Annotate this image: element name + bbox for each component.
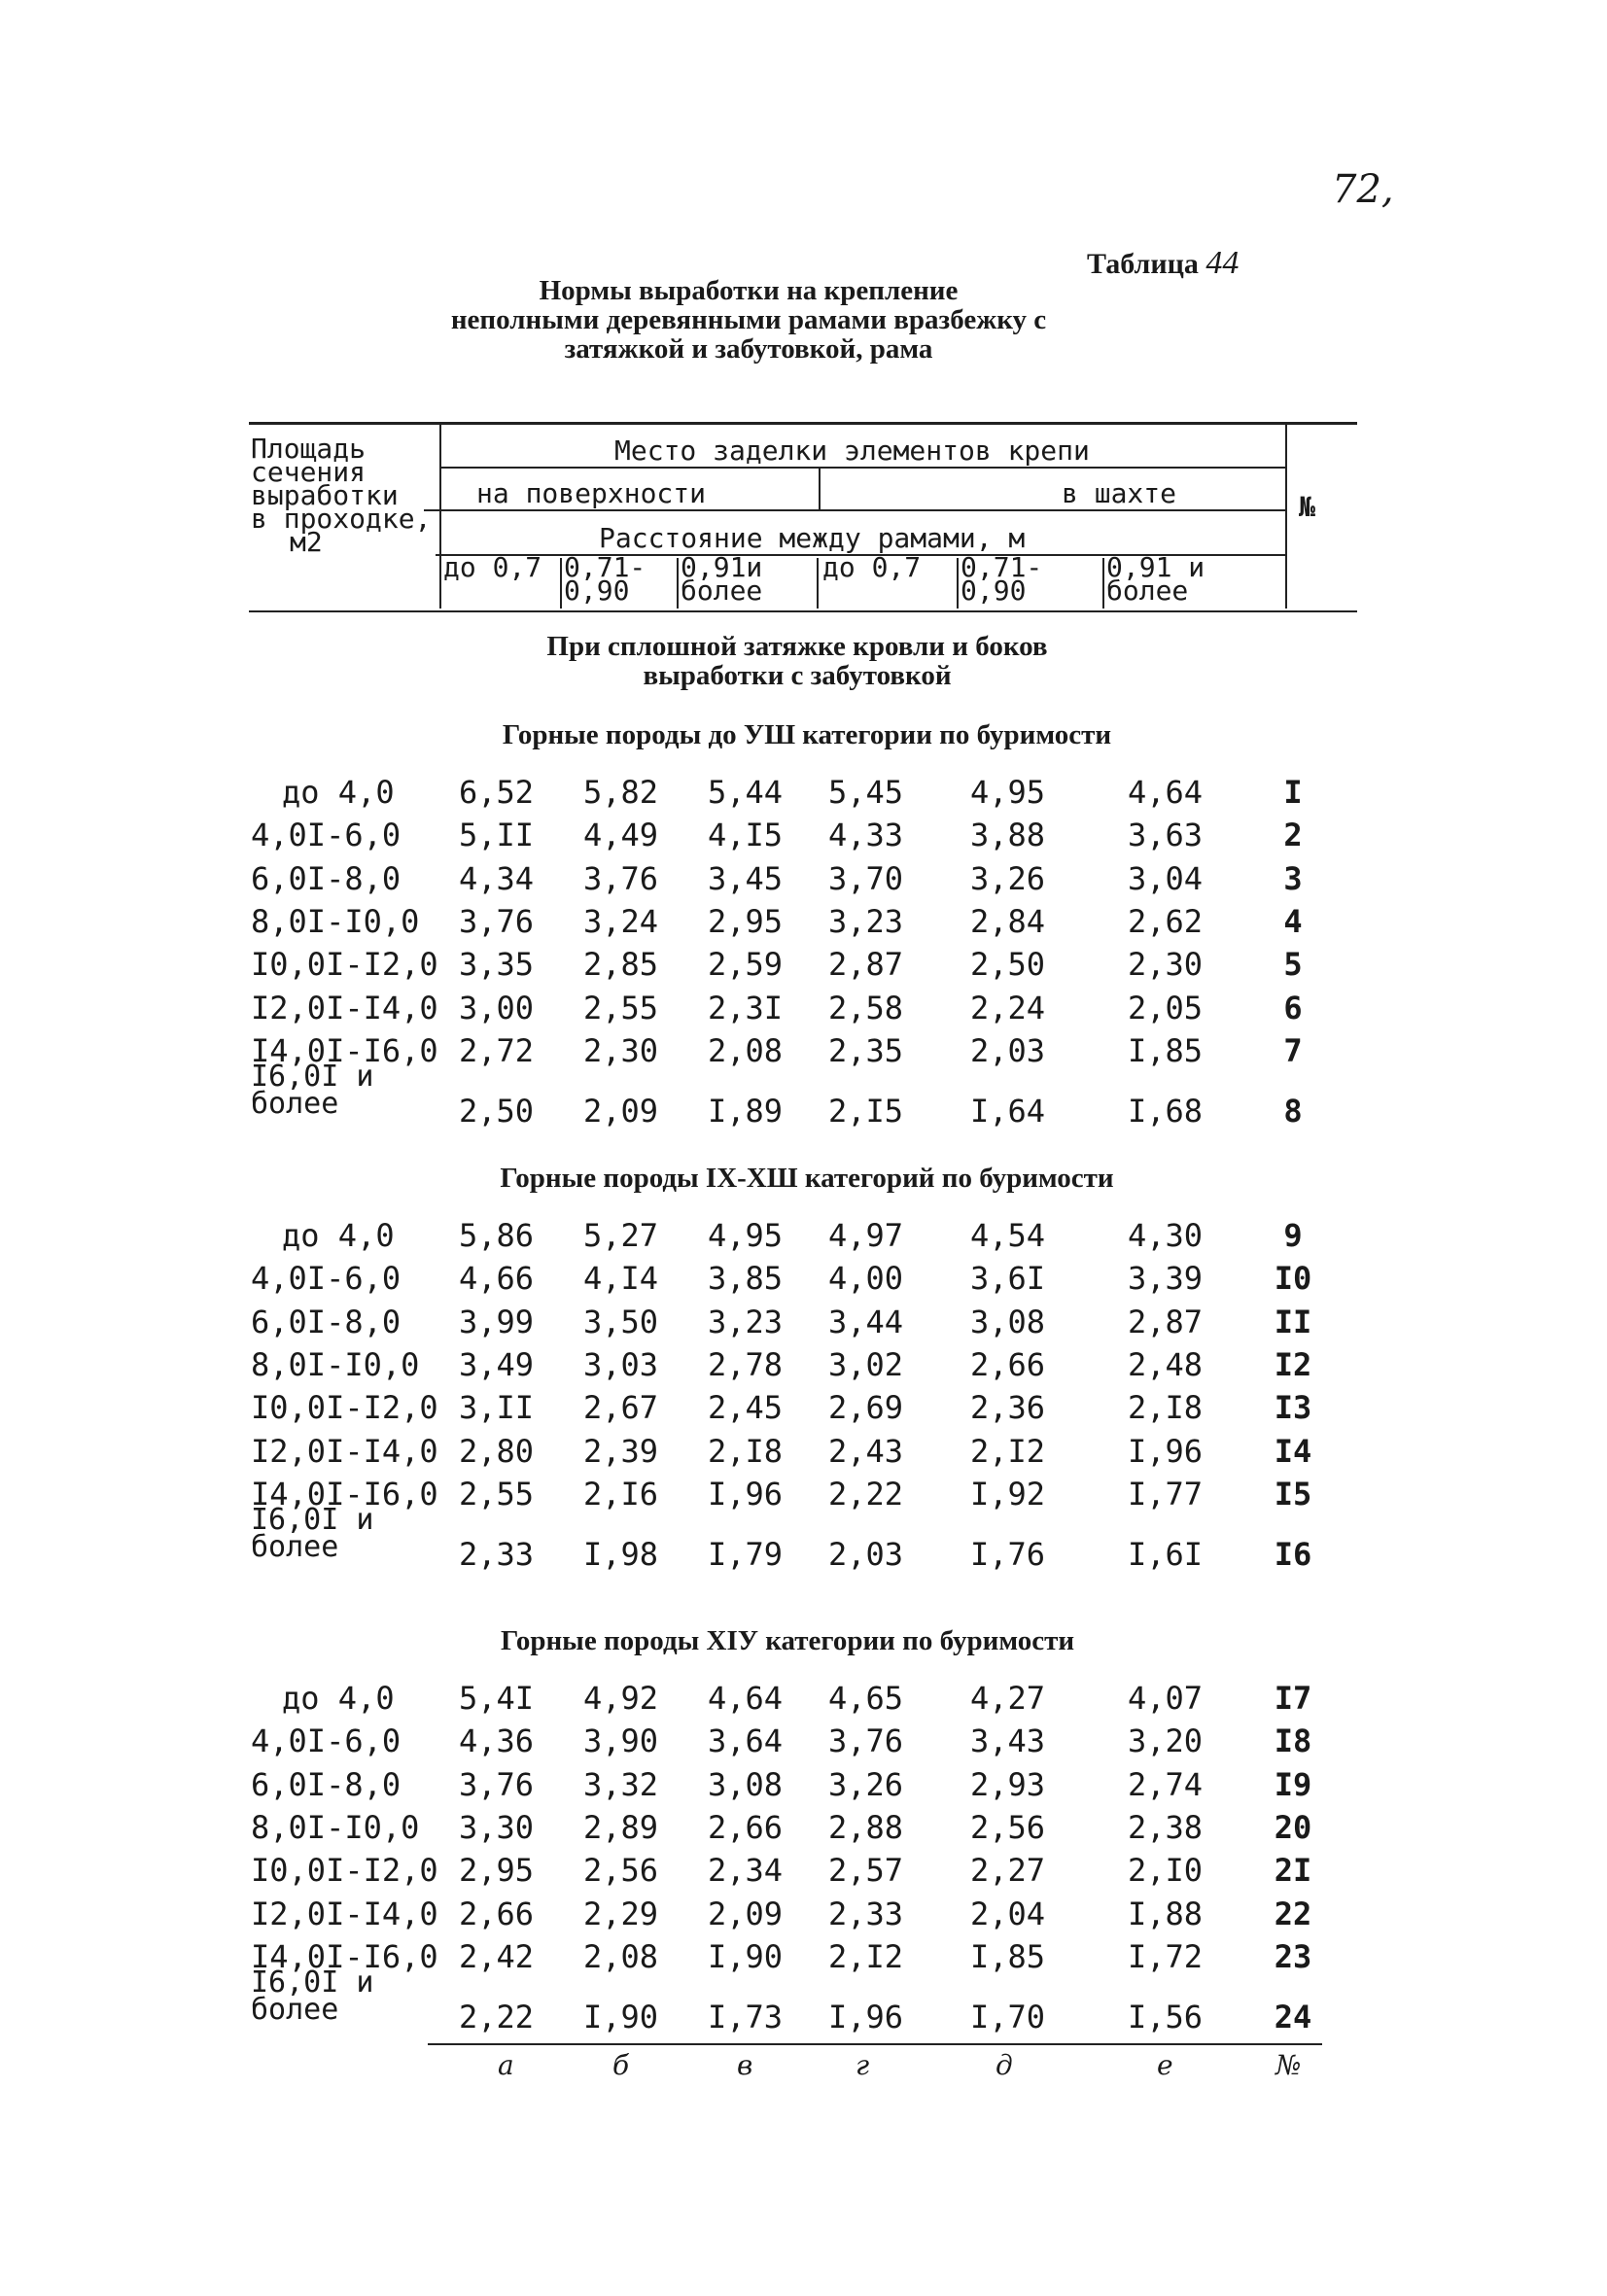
table-row xyxy=(0,1722,1607,1765)
header-col xyxy=(822,551,922,583)
header-col xyxy=(564,551,646,607)
value-cell: 2,56 xyxy=(970,1808,1046,1846)
value-cell: 2,3I xyxy=(708,989,784,1026)
value-cell: 2,74 xyxy=(1128,1765,1204,1803)
value-cell: 2,36 xyxy=(970,1389,1046,1427)
group-title: Горные породы до УШ категории по буримости xyxy=(502,719,1112,750)
value-cell: 4,49 xyxy=(583,817,659,854)
value-cell: 2,80 xyxy=(459,1432,535,1470)
header-place: Место заделки элементов крепи xyxy=(614,435,1090,467)
group-title: Горные породы IX-ХШ категорий по буримости xyxy=(500,1163,1114,1194)
row-number: 2 xyxy=(1283,817,1303,854)
header-shaft: в шахте xyxy=(1062,477,1177,509)
header-rule-surface xyxy=(424,509,1285,511)
row-number: I0 xyxy=(1274,1260,1312,1298)
header-divider xyxy=(817,558,819,609)
value-cell: 2,22 xyxy=(828,1475,904,1513)
table-row xyxy=(0,1032,1607,1075)
row-number: 3 xyxy=(1283,859,1303,897)
row-number: I5 xyxy=(1274,1475,1312,1513)
header-col-line: более xyxy=(1106,574,1189,607)
value-cell: I,88 xyxy=(1128,1895,1204,1932)
header-col-line: 0,90 xyxy=(564,574,630,607)
value-cell: 2,42 xyxy=(459,1937,535,1975)
row-number: 2I xyxy=(1274,1852,1312,1890)
value-cell: 2,50 xyxy=(970,946,1046,984)
value-cell: 2,30 xyxy=(1128,946,1204,984)
value-cell: 2,87 xyxy=(828,946,904,984)
table-row xyxy=(0,817,1607,859)
area-cell: 6,0I-8,0 xyxy=(251,1303,402,1340)
value-cell: 5,II xyxy=(459,817,535,854)
value-cell: 5,82 xyxy=(583,774,659,811)
row-number: II xyxy=(1274,1303,1312,1340)
table-row xyxy=(0,1680,1607,1722)
area-cell: до 4,0 xyxy=(282,1217,395,1254)
area-cell: I0,0I-I2,0 xyxy=(251,1852,438,1890)
table-number: 44 xyxy=(1205,245,1240,281)
value-cell: I,68 xyxy=(1128,1093,1204,1131)
value-cell: 2,I0 xyxy=(1128,1852,1204,1890)
area-cell: 8,0I-I0,0 xyxy=(251,902,420,940)
row-number: I6 xyxy=(1274,1536,1312,1574)
header-col-line: 0,71- xyxy=(564,551,646,583)
value-cell: 3,50 xyxy=(583,1303,659,1340)
value-cell: 2,03 xyxy=(970,1031,1046,1069)
header-col-line: до 0,7 xyxy=(443,551,542,583)
value-cell: 3,63 xyxy=(1128,817,1204,854)
header-top-rule xyxy=(249,422,1357,425)
value-cell: 2,34 xyxy=(708,1852,784,1890)
area-line: I6,0I и xyxy=(251,1966,374,2000)
table-row xyxy=(0,1852,1607,1895)
value-cell: 4,95 xyxy=(970,774,1046,811)
value-cell: 2,66 xyxy=(459,1895,535,1932)
area-cell: I4,0I-I6,0 xyxy=(251,1031,438,1069)
table-row xyxy=(0,1346,1607,1389)
footer-letter: г xyxy=(856,2049,870,2081)
value-cell: 2,66 xyxy=(970,1345,1046,1383)
value-cell: 2,27 xyxy=(970,1852,1046,1890)
value-cell: I,77 xyxy=(1128,1475,1204,1513)
value-cell: I,76 xyxy=(970,1536,1046,1574)
table-row xyxy=(0,1304,1607,1346)
area-cell xyxy=(251,1060,374,1122)
value-cell: 2,87 xyxy=(1128,1303,1204,1340)
row-number: I4 xyxy=(1274,1432,1312,1470)
value-cell: 2,I8 xyxy=(708,1432,784,1470)
value-cell: 2,08 xyxy=(708,1031,784,1069)
area-cell: I0,0I-I2,0 xyxy=(251,946,438,984)
value-cell: 3,02 xyxy=(828,1345,904,1383)
area-cell: I4,0I-I6,0 xyxy=(251,1937,438,1975)
area-cell: I4,0I-I6,0 xyxy=(251,1475,438,1513)
row-number: I xyxy=(1283,774,1303,811)
row-number: 22 xyxy=(1274,1895,1312,1932)
value-cell: I,70 xyxy=(970,1999,1046,2036)
table-row xyxy=(0,1476,1607,1518)
value-cell: 2,24 xyxy=(970,989,1046,1026)
value-cell: 2,67 xyxy=(583,1389,659,1427)
row-number: 8 xyxy=(1283,1093,1303,1131)
value-cell: 3,26 xyxy=(828,1765,904,1803)
table-title xyxy=(331,276,1167,364)
value-cell: 3,30 xyxy=(459,1808,535,1846)
value-cell: 4,36 xyxy=(459,1722,535,1760)
value-cell: I,85 xyxy=(970,1937,1046,1975)
footer-letter: в xyxy=(737,2049,753,2081)
value-cell: 3,45 xyxy=(708,859,784,897)
value-cell: 2,43 xyxy=(828,1432,904,1470)
row-number: 5 xyxy=(1283,946,1303,984)
area-cell: I2,0I-I4,0 xyxy=(251,989,438,1026)
area-cell: 6,0I-8,0 xyxy=(251,859,402,897)
value-cell: 3,20 xyxy=(1128,1722,1204,1760)
value-cell: 2,57 xyxy=(828,1852,904,1890)
value-cell: 3,II xyxy=(459,1389,535,1427)
header-col-line: до 0,7 xyxy=(822,551,922,583)
value-cell: 3,04 xyxy=(1128,859,1204,897)
value-cell: 2,38 xyxy=(1128,1808,1204,1846)
value-cell: 2,33 xyxy=(459,1536,535,1574)
footer-letter: б xyxy=(612,2049,630,2081)
value-cell: 2,33 xyxy=(828,1895,904,1932)
table-row xyxy=(0,903,1607,946)
header-area-line: сечения xyxy=(251,456,367,488)
value-cell: 4,64 xyxy=(1128,774,1204,811)
value-cell: 3,23 xyxy=(828,902,904,940)
value-cell: 3,43 xyxy=(970,1722,1046,1760)
header-col-line: 0,91и xyxy=(681,551,763,583)
header-divider xyxy=(819,469,821,511)
value-cell: I,96 xyxy=(1128,1432,1204,1470)
value-cell: 3,76 xyxy=(583,859,659,897)
value-cell: 2,09 xyxy=(583,1093,659,1131)
value-cell: 4,30 xyxy=(1128,1217,1204,1254)
group-title: Горные породы XIУ категории по буримости xyxy=(500,1625,1075,1656)
value-cell: 4,97 xyxy=(828,1217,904,1254)
value-cell: 2,95 xyxy=(708,902,784,940)
footer-letter: а xyxy=(498,2049,514,2081)
header-area-line: в проходке, xyxy=(251,503,432,535)
value-cell: 4,66 xyxy=(459,1260,535,1298)
footer-letter: № xyxy=(1275,2049,1302,2081)
header-divider xyxy=(439,424,441,609)
area-line: более xyxy=(251,1993,339,2028)
table-row xyxy=(0,1896,1607,1938)
table-label-text: Таблица xyxy=(1087,248,1199,280)
value-cell: 3,90 xyxy=(583,1722,659,1760)
row-number: 7 xyxy=(1283,1031,1303,1069)
area-line: I6,0I и xyxy=(251,1503,374,1538)
value-cell: 5,27 xyxy=(583,1217,659,1254)
value-cell: 3,76 xyxy=(459,902,535,940)
header-divider xyxy=(1102,558,1104,609)
header-col xyxy=(961,551,1043,607)
value-cell: 4,I5 xyxy=(708,817,784,854)
value-cell: 2,72 xyxy=(459,1031,535,1069)
header-area-label xyxy=(251,433,432,558)
value-cell: 2,04 xyxy=(970,1895,1046,1932)
area-cell: 4,0I-6,0 xyxy=(251,1722,402,1760)
subtitle-line: При сплошной затяжке кровли и боков xyxy=(546,631,1048,662)
table-row xyxy=(0,1938,1607,1981)
value-cell: 2,58 xyxy=(828,989,904,1026)
header-divider xyxy=(957,558,959,609)
value-cell: 3,76 xyxy=(828,1722,904,1760)
value-cell: I,85 xyxy=(1128,1031,1204,1069)
value-cell: 3,6I xyxy=(970,1260,1046,1298)
header-col-line: 0,71- xyxy=(961,551,1043,583)
value-cell: 3,64 xyxy=(708,1722,784,1760)
value-cell: 3,49 xyxy=(459,1345,535,1383)
row-number: I3 xyxy=(1274,1389,1312,1427)
value-cell: I,90 xyxy=(583,1999,659,2036)
table-row xyxy=(0,1809,1607,1852)
value-cell: 2,I6 xyxy=(583,1475,659,1513)
row-number: 4 xyxy=(1283,902,1303,940)
area-line: I6,0I и xyxy=(251,1060,374,1095)
header-col-line: более xyxy=(681,574,763,607)
page-number: 72, xyxy=(1332,167,1394,212)
value-cell: 2,I2 xyxy=(828,1937,904,1975)
value-cell: 3,39 xyxy=(1128,1260,1204,1298)
header-col xyxy=(1106,551,1205,607)
value-cell: 3,24 xyxy=(583,902,659,940)
header-rule-place xyxy=(439,467,1285,469)
value-cell: 2,39 xyxy=(583,1432,659,1470)
value-cell: 2,56 xyxy=(583,1852,659,1890)
title-line: затяжкой и забутовкой, рама xyxy=(564,333,933,365)
header-distance: Расстояние между рамами, м xyxy=(599,522,1026,554)
table-row xyxy=(0,1503,1607,1579)
value-cell: 3,88 xyxy=(970,817,1046,854)
footer-letter: д xyxy=(996,2049,1013,2081)
value-cell: 4,64 xyxy=(708,1680,784,1717)
row-number: I7 xyxy=(1274,1680,1312,1717)
value-cell: I,73 xyxy=(708,1999,784,2036)
value-cell: 5,44 xyxy=(708,774,784,811)
header-bottom-rule xyxy=(249,610,1357,612)
value-cell: 2,09 xyxy=(708,1895,784,1932)
value-cell: 3,85 xyxy=(708,1260,784,1298)
header-area-line: м2 xyxy=(290,526,323,558)
value-cell: 2,95 xyxy=(459,1852,535,1890)
area-line: более xyxy=(251,1087,339,1122)
value-cell: 2,66 xyxy=(708,1808,784,1846)
value-cell: I,90 xyxy=(708,1937,784,1975)
table-row xyxy=(0,990,1607,1032)
footer-letter: е xyxy=(1157,2049,1173,2081)
header-area-line: выработки xyxy=(251,479,399,511)
value-cell: 5,45 xyxy=(828,774,904,811)
value-cell: I,92 xyxy=(970,1475,1046,1513)
value-cell: 2,84 xyxy=(970,902,1046,940)
area-cell: 4,0I-6,0 xyxy=(251,817,402,854)
area-cell xyxy=(251,1966,374,2028)
row-number: 23 xyxy=(1274,1937,1312,1975)
value-cell: 3,08 xyxy=(708,1765,784,1803)
table-row xyxy=(0,1389,1607,1432)
title-line: неполными деревянными рамами вразбежку с xyxy=(450,304,1047,335)
value-cell: 6,52 xyxy=(459,774,535,811)
table-row xyxy=(0,1966,1607,2041)
footer-rule xyxy=(428,2043,1322,2045)
row-number: 9 xyxy=(1283,1217,1303,1254)
value-cell: 2,62 xyxy=(1128,902,1204,940)
value-cell: 3,26 xyxy=(970,859,1046,897)
header-divider xyxy=(677,558,679,609)
header-divider xyxy=(1285,424,1287,609)
area-cell xyxy=(251,1503,374,1565)
value-cell: 4,34 xyxy=(459,859,535,897)
value-cell: 3,76 xyxy=(459,1765,535,1803)
value-cell: 2,I2 xyxy=(970,1432,1046,1470)
value-cell: I,64 xyxy=(970,1093,1046,1131)
header-col xyxy=(443,551,542,583)
value-cell: I,56 xyxy=(1128,1999,1204,2036)
value-cell: I,6I xyxy=(1128,1536,1204,1574)
row-number: 20 xyxy=(1274,1808,1312,1846)
table-row xyxy=(0,774,1607,817)
value-cell: 4,00 xyxy=(828,1260,904,1298)
value-cell: 2,55 xyxy=(459,1475,535,1513)
value-cell: 2,35 xyxy=(828,1031,904,1069)
header-area-line: Площадь xyxy=(251,433,367,465)
title-line: Нормы выработки на крепление xyxy=(539,275,959,306)
value-cell: 4,07 xyxy=(1128,1680,1204,1717)
value-cell: 2,22 xyxy=(459,1999,535,2036)
value-cell: 2,89 xyxy=(583,1808,659,1846)
value-cell: 2,93 xyxy=(970,1765,1046,1803)
value-cell: 3,70 xyxy=(828,859,904,897)
value-cell: 4,65 xyxy=(828,1680,904,1717)
row-number: I9 xyxy=(1274,1765,1312,1803)
row-number: I2 xyxy=(1274,1345,1312,1383)
value-cell: 4,92 xyxy=(583,1680,659,1717)
row-number: I8 xyxy=(1274,1722,1312,1760)
area-cell: 8,0I-I0,0 xyxy=(251,1808,420,1846)
header-divider xyxy=(560,558,562,609)
table-row xyxy=(0,860,1607,903)
value-cell: 2,59 xyxy=(708,946,784,984)
value-cell: 2,45 xyxy=(708,1389,784,1427)
table-row xyxy=(0,1433,1607,1476)
value-cell: 2,88 xyxy=(828,1808,904,1846)
area-cell: до 4,0 xyxy=(282,1680,395,1717)
value-cell: 5,4I xyxy=(459,1680,535,1717)
area-cell: 6,0I-8,0 xyxy=(251,1765,402,1803)
value-cell: 2,55 xyxy=(583,989,659,1026)
area-cell: I2,0I-I4,0 xyxy=(251,1895,438,1932)
subtitle xyxy=(369,632,1225,690)
area-cell: I0,0I-I2,0 xyxy=(251,1389,438,1427)
header-surface: на поверхности xyxy=(476,477,707,509)
row-number: 6 xyxy=(1283,989,1303,1026)
value-cell: I,72 xyxy=(1128,1937,1204,1975)
value-cell: 2,30 xyxy=(583,1031,659,1069)
table-row xyxy=(0,1260,1607,1303)
value-cell: 3,99 xyxy=(459,1303,535,1340)
value-cell: 2,85 xyxy=(583,946,659,984)
value-cell: I,96 xyxy=(708,1475,784,1513)
value-cell: 2,05 xyxy=(1128,989,1204,1026)
value-cell: 2,78 xyxy=(708,1345,784,1383)
area-line: более xyxy=(251,1530,339,1565)
header-col-line: 0,91 и xyxy=(1106,551,1205,583)
value-cell: 5,86 xyxy=(459,1217,535,1254)
value-cell: 3,00 xyxy=(459,989,535,1026)
value-cell: 3,32 xyxy=(583,1765,659,1803)
header-number-col: № xyxy=(1299,491,1315,523)
value-cell: 4,33 xyxy=(828,817,904,854)
value-cell: 4,95 xyxy=(708,1217,784,1254)
value-cell: 2,I5 xyxy=(828,1093,904,1131)
value-cell: 2,50 xyxy=(459,1093,535,1131)
value-cell: 4,27 xyxy=(970,1680,1046,1717)
value-cell: 2,I8 xyxy=(1128,1389,1204,1427)
value-cell: 3,44 xyxy=(828,1303,904,1340)
subtitle-line: выработки с забутовкой xyxy=(643,660,952,691)
value-cell: I,79 xyxy=(708,1536,784,1574)
value-cell: 4,54 xyxy=(970,1217,1046,1254)
value-cell: I,98 xyxy=(583,1536,659,1574)
value-cell: 4,I4 xyxy=(583,1260,659,1298)
value-cell: 2,03 xyxy=(828,1536,904,1574)
table-row xyxy=(0,946,1607,989)
area-cell: I2,0I-I4,0 xyxy=(251,1432,438,1470)
header-col xyxy=(681,551,763,607)
value-cell: 3,35 xyxy=(459,946,535,984)
value-cell: I,89 xyxy=(708,1093,784,1131)
value-cell: 2,48 xyxy=(1128,1345,1204,1383)
table-row xyxy=(0,1060,1607,1135)
area-cell: до 4,0 xyxy=(282,774,395,811)
header-col-line: 0,90 xyxy=(961,574,1027,607)
value-cell: I,96 xyxy=(828,1999,904,2036)
table-row xyxy=(0,1217,1607,1260)
value-cell: 2,08 xyxy=(583,1937,659,1975)
value-cell: 3,23 xyxy=(708,1303,784,1340)
value-cell: 3,08 xyxy=(970,1303,1046,1340)
area-cell: 4,0I-6,0 xyxy=(251,1260,402,1298)
value-cell: 3,03 xyxy=(583,1345,659,1383)
area-cell: 8,0I-I0,0 xyxy=(251,1345,420,1383)
value-cell: 2,69 xyxy=(828,1389,904,1427)
value-cell: 2,29 xyxy=(583,1895,659,1932)
row-number: 24 xyxy=(1274,1999,1312,2036)
table-row xyxy=(0,1766,1607,1809)
